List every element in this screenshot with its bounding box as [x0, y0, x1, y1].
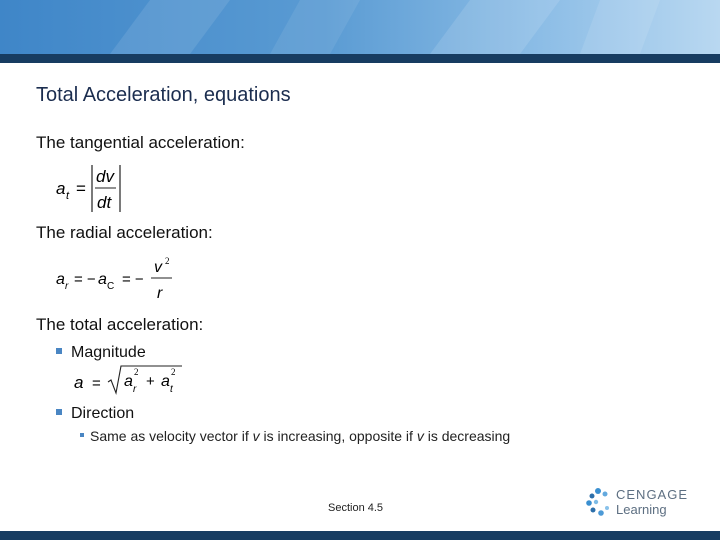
footer-bar — [0, 531, 720, 540]
sub-bullet-v-2: v — [416, 428, 424, 444]
logo-text-cengage: CENGAGE — [616, 487, 689, 502]
svg-text:=: = — [76, 179, 86, 198]
footer-section: Section 4.5 — [328, 502, 384, 514]
svg-text:=: = — [92, 375, 101, 392]
svg-text:a: a — [56, 179, 66, 198]
sub-bullet-text-3: is decreasing — [423, 428, 511, 444]
svg-text:a: a — [56, 271, 65, 288]
svg-text:= −: = − — [74, 271, 96, 288]
svg-text:t: t — [170, 384, 173, 395]
slide-title: Total Acceleration, equations — [36, 84, 291, 106]
bullet-magnitude-label: Magnitude — [71, 344, 146, 361]
tangential-heading: The tangential acceleration: — [36, 133, 245, 152]
svg-text:dv: dv — [96, 167, 114, 186]
sub-bullet-text-2: is increasing, opposite if — [259, 428, 417, 444]
svg-text:r: r — [133, 384, 137, 395]
bullet-direction — [56, 405, 134, 423]
svg-text:C: C — [107, 281, 115, 292]
sub-bullet-v-1: v — [252, 428, 260, 444]
svg-text:a: a — [161, 373, 170, 390]
bullet-magnitude — [56, 344, 146, 362]
svg-text:t: t — [66, 190, 70, 202]
radial-heading: The radial acceleration: — [36, 223, 213, 242]
svg-text:a: a — [74, 373, 84, 392]
svg-text:v: v — [154, 259, 162, 276]
svg-text:2: 2 — [165, 256, 170, 266]
magnitude-equation — [70, 362, 200, 398]
banner-pattern — [0, 0, 720, 54]
svg-text:a: a — [98, 271, 107, 288]
sub-bullet-direction — [80, 428, 510, 444]
svg-text:2: 2 — [134, 367, 139, 377]
bullet-marker — [56, 409, 62, 415]
logo-text-learning: Learning — [616, 502, 667, 517]
cengage-logo — [584, 486, 694, 520]
sub-bullet-text-1: Same as velocity vector if — [90, 428, 253, 444]
svg-text:2: 2 — [171, 367, 176, 377]
svg-text:+: + — [146, 373, 155, 390]
bullet-direction-label: Direction — [71, 405, 135, 422]
logo-mark-icon — [584, 486, 614, 520]
svg-text:= −: = − — [122, 271, 144, 288]
header-stripe — [0, 54, 720, 63]
total-heading: The total acceleration: — [36, 315, 204, 334]
radial-equation — [52, 252, 192, 304]
tangential-equation — [52, 160, 132, 216]
svg-text:a: a — [124, 373, 133, 390]
sub-bullet-marker — [80, 433, 84, 437]
svg-text:r: r — [65, 281, 69, 292]
header-banner — [0, 0, 720, 54]
svg-text:r: r — [157, 285, 163, 302]
svg-text:dt: dt — [97, 193, 112, 212]
bullet-marker — [56, 348, 62, 354]
